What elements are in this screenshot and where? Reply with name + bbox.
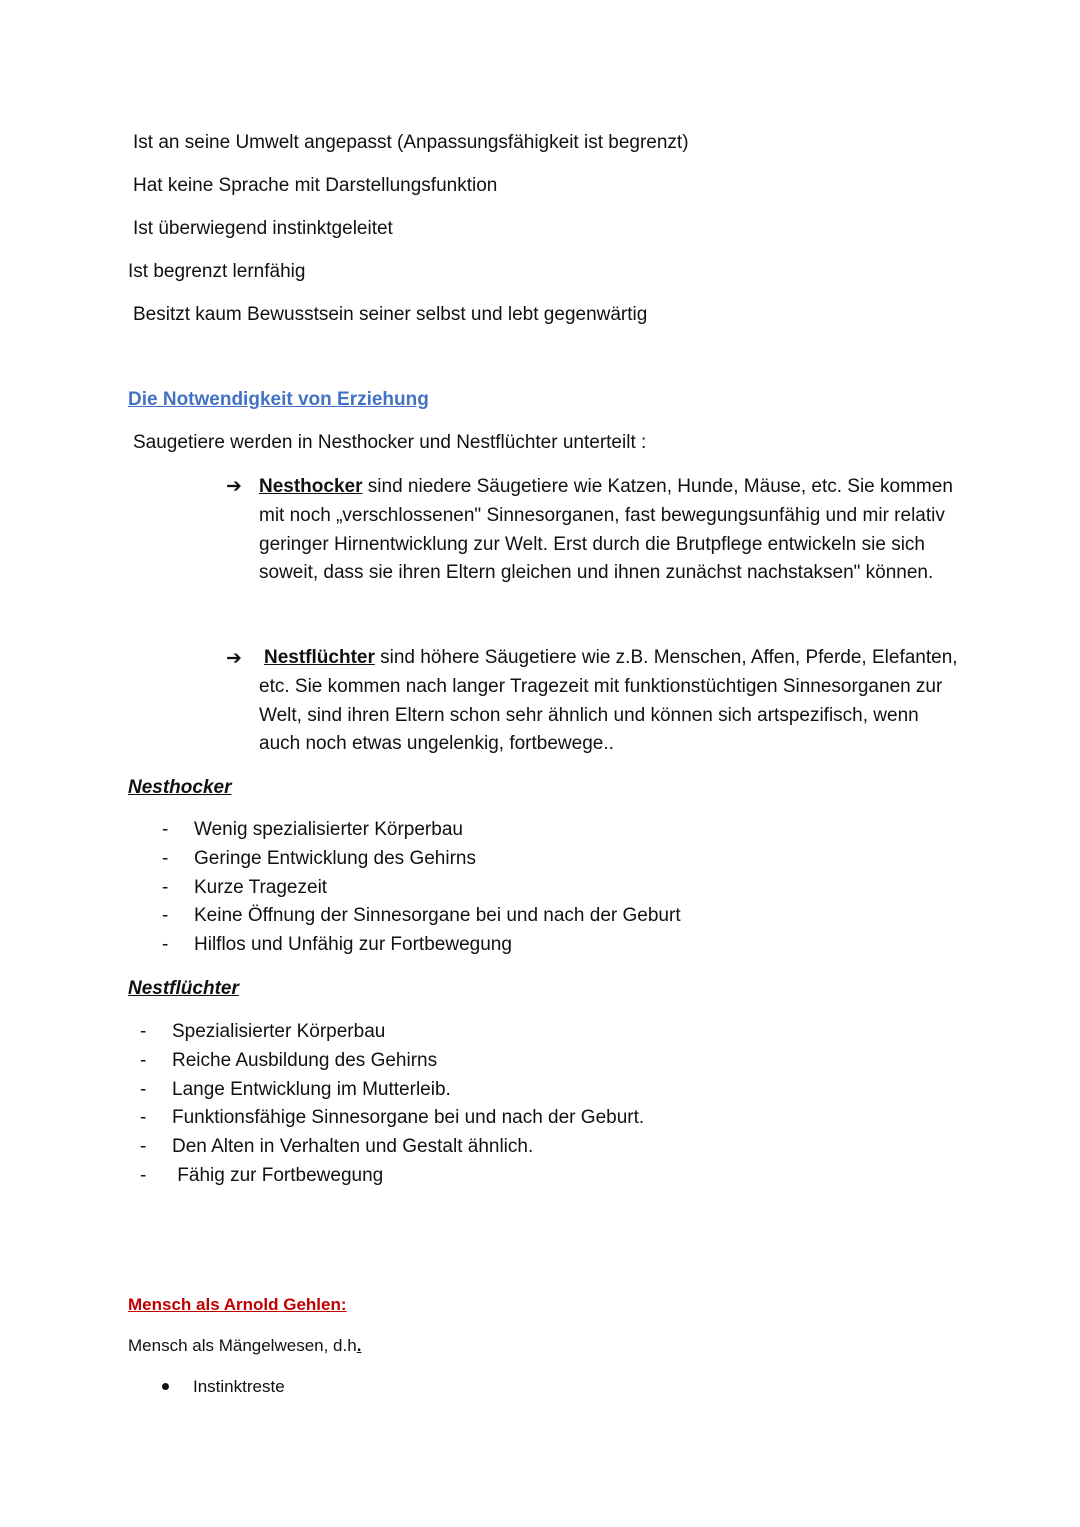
paragraph-text: sind niedere Säugetiere wie Katzen, Hunde, Mäuse, etc. Sie kommen mit noch „verschlossenen" Sinnesorganen, fast bewegungsunfähig und mir relativ geringer Hirnentwicklung zur Welt. Erst durch die Brutpflege entwickeln sie sich soweit, dass sie ihren Eltern gleichen und ihnen zunächst nachstaksen" können. — [259, 476, 953, 584]
bullet-dot-icon — [162, 1383, 169, 1390]
dash-marker: - — [162, 905, 169, 927]
heading-nestfluechter: Nestflüchter — [128, 978, 239, 999]
intro-line: Hat keine Sprache mit Darstellungsfunktion — [133, 175, 498, 196]
dash-marker: - — [140, 1078, 147, 1100]
section-intro: Saugetiere werden in Nesthocker und Nestflüchter unterteilt : — [133, 432, 647, 453]
list-nesthocker — [162, 816, 681, 960]
intro-line: Ist an seine Umwelt angepasst (Anpassungsfähigkeit ist begrenzt) — [133, 132, 689, 153]
list-item: - Hilflos und Unfähig zur Fortbewegung — [162, 931, 681, 960]
dash-marker: - — [162, 934, 169, 956]
dash-marker: - — [140, 1164, 147, 1186]
dash-marker: - — [140, 1021, 147, 1042]
list-item: - Reiche Ausbildung des Gehirns — [140, 1047, 644, 1076]
list-item: - Den Alten in Verhalten und Gestalt ähnlich. — [140, 1133, 644, 1162]
list-item: - Keine Öffnung der Sinnesorgane bei und nach der Geburt — [162, 902, 681, 931]
paragraph-nesthocker — [259, 473, 959, 588]
dash-marker: - — [140, 1107, 147, 1129]
list-item: - Spezialisierter Körperbau — [140, 1018, 644, 1047]
paragraph-nestfluechter — [259, 644, 959, 759]
section-heading-gehlen: Mensch als Arnold Gehlen: — [128, 1295, 347, 1314]
dash-marker: - — [140, 1136, 147, 1158]
paragraph-text: sind höhere Säugetiere wie z.B. Menschen, Affen, Pferde, Elefanten, etc. Sie kommen nach langer Tragezeit mit funktionstüchtigen Sinnesorganen zur Welt, sind ihren Eltern schon sehr ähnlich und können sich artspezifisch, wenn auch noch etwas ungelenkig, fortbewege.. — [259, 647, 958, 755]
list-item: - Funktionsfähige Sinnesorgane bei und nach der Geburt. — [140, 1104, 644, 1133]
term-nestfluechter: Nestflüchter — [264, 647, 375, 668]
heading-nesthocker: Nesthocker — [128, 777, 232, 798]
list-item: - Lange Entwicklung im Mutterleib. — [140, 1076, 644, 1105]
dash-marker: - — [162, 847, 169, 869]
gehlen-intro: Mensch als Mängelwesen, d.h. — [128, 1336, 362, 1355]
arrow-right-icon: ➔ — [226, 648, 242, 669]
dash-marker: - — [162, 819, 169, 840]
section-heading-erziehung: Die Notwendigkeit von Erziehung — [128, 389, 429, 410]
bullet-item: Instinktreste — [193, 1377, 285, 1396]
list-item: - Wenig spezialisierter Körperbau — [162, 816, 681, 845]
list-item: - Kurze Tragezeit — [162, 874, 681, 903]
list-item: - Geringe Entwicklung des Gehirns — [162, 845, 681, 874]
intro-line: Besitzt kaum Bewusstsein seiner selbst und lebt gegenwärtig — [133, 304, 648, 325]
intro-line: Ist begrenzt lernfähig — [128, 261, 306, 282]
arrow-right-icon: ➔ — [226, 476, 242, 497]
term-nesthocker: Nesthocker — [259, 476, 363, 497]
list-item: - Fähig zur Fortbewegung — [140, 1162, 644, 1191]
list-nestfluechter — [140, 1018, 644, 1191]
dash-marker: - — [140, 1049, 147, 1071]
intro-line: Ist überwiegend instinktgeleitet — [133, 218, 393, 239]
dash-marker: - — [162, 876, 169, 898]
